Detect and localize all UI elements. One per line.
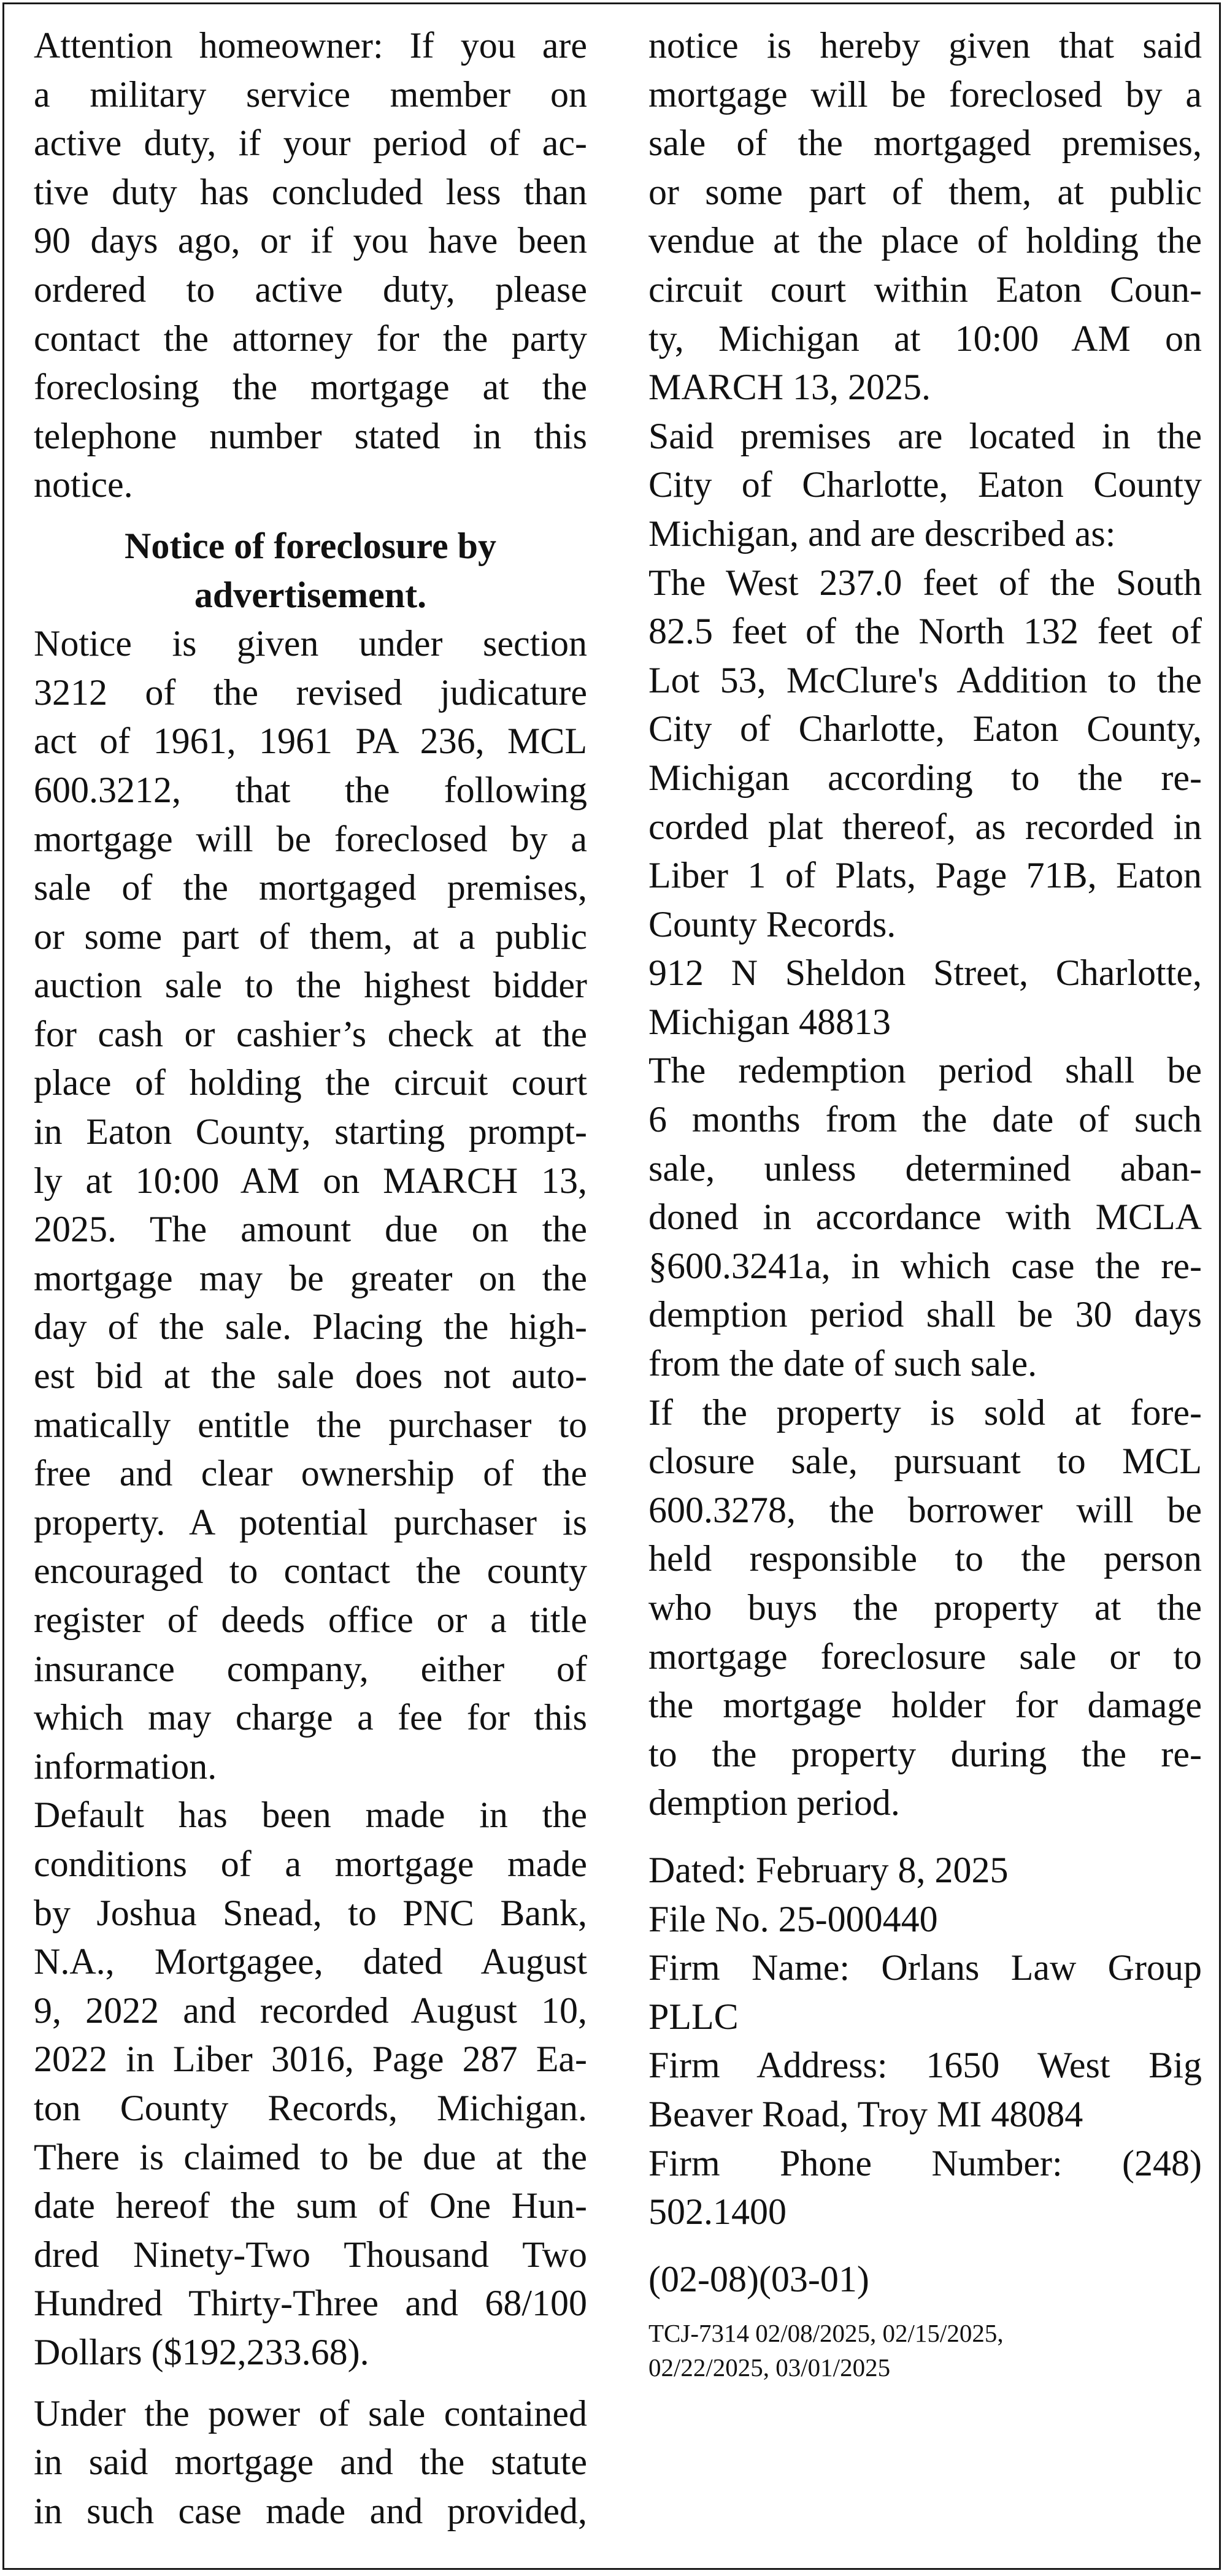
notice-text-line: MARCH 13, 2025. [648, 367, 931, 408]
notice-text-line: 3212 of the revised judicature [34, 672, 587, 713]
notice-text-line: Firm Name: Orlans Law Group [648, 1947, 1202, 1988]
notice-text-line: in Eaton County, starting prompt- [34, 1111, 587, 1152]
notice-text-line: 02/22/2025, 03/01/2025 [648, 2353, 891, 2382]
notice-text-line: or some part of them, at public [648, 171, 1202, 212]
notice-text-line: who buys the property at the [648, 1587, 1202, 1628]
notice-text-line: doned in accordance with MCLA [648, 1197, 1202, 1238]
notice-text-line: 6 months from the date of such [648, 1099, 1202, 1140]
notice-text-line: sale, unless determined aban- [648, 1148, 1202, 1189]
notice-text-line: conditions of a mortgage made [34, 1843, 587, 1884]
notice-text-line: Default has been made in the [34, 1795, 587, 1836]
notice-text-line: notice. [34, 464, 133, 505]
notice-text-line: by Joshua Snead, to PNC Bank, [34, 1892, 587, 1933]
notice-text-line: encouraged to contact the county [34, 1551, 587, 1592]
notice-text-line: matically entitle the purchaser to [34, 1404, 587, 1445]
notice-text-line: 912 N Sheldon Street, Charlotte, [648, 953, 1202, 994]
notice-text-line: Beaver Road, Troy MI 48084 [648, 2093, 1083, 2134]
notice-text-line: property. A potential purchaser is [34, 1501, 587, 1543]
notice-text-line: corded plat thereof, as recorded in [648, 806, 1202, 847]
notice-text-line: act of 1961, 1961 PA 236, MCL [34, 721, 587, 762]
notice-text-line: TCJ-7314 02/08/2025, 02/15/2025, [648, 2319, 1004, 2348]
notice-text-line: 9, 2022 and recorded August 10, [34, 1990, 587, 2031]
notice-text-line: Attention homeowner: If you are [34, 25, 587, 66]
notice-text-line: N.A., Mortgagee, dated August [34, 1941, 587, 1982]
notice-text-line: 82.5 feet of the North 132 feet of [648, 611, 1202, 652]
notice-text-line: Notice is given under section [34, 623, 587, 664]
notice-text-line: held responsible to the person [648, 1538, 1202, 1579]
notice-heading-line: Notice of foreclosure by [125, 525, 496, 566]
notice-text-line: closure sale, pursuant to MCL [648, 1441, 1202, 1482]
notice-text-line: Liber 1 of Plats, Page 71B, Eaton [648, 855, 1202, 896]
notice-text-line: active duty, if your period of ac- [34, 123, 587, 164]
notice-text-line: §600.3241a, in which case the re- [648, 1245, 1202, 1286]
notice-text-line: City of Charlotte, Eaton County, [648, 708, 1202, 749]
notice-text-line: place of holding the circuit court [34, 1062, 587, 1103]
notice-text-line: for cash or cashier’s check at the [34, 1013, 587, 1054]
notice-text-line: If the property is sold at fore- [648, 1392, 1202, 1433]
notice-text-line: Michigan, and are described as: [648, 513, 1116, 554]
notice-text-line: Michigan 48813 [648, 1001, 891, 1042]
notice-text-line: or some part of them, at a public [34, 916, 587, 957]
notice-text-line: which may charge a fee for this [34, 1697, 587, 1738]
notice-text-line: The West 237.0 feet of the South [648, 562, 1202, 603]
notice-text-line: PLLC [648, 1996, 739, 2037]
notice-text-line: Dated: February 8, 2025 [648, 1849, 1009, 1890]
notice-text-line: sale of the mortgaged premises, [648, 123, 1202, 164]
notice-heading-line: advertisement. [194, 574, 427, 615]
notice-text-line: contact the attorney for the party [34, 318, 587, 359]
notice-text-line: (02-08)(03-01) [648, 2258, 869, 2299]
notice-text-line: 600.3212, that the following [34, 769, 587, 810]
notice-text-line: in such case made and provided, [34, 2490, 587, 2531]
notice-border [2, 2, 1221, 2570]
notice-text-line: 2022 in Liber 3016, Page 287 Ea- [34, 2039, 587, 2080]
notice-text-line: Hundred Thirty-Three and 68/100 [34, 2283, 587, 2324]
notice-text-line: The redemption period shall be [648, 1050, 1202, 1091]
notice-text-line: dred Ninety-Two Thousand Two [34, 2234, 587, 2275]
notice-text-line: 502.1400 [648, 2191, 787, 2233]
notice-text-line: free and clear ownership of the [34, 1453, 587, 1494]
notice-text-line: circuit court within Eaton Coun- [648, 269, 1202, 310]
notice-text-line: Michigan according to the re- [648, 757, 1202, 798]
notice-text-line: register of deeds office or a title [34, 1600, 587, 1640]
notice-text-line: insurance company, either of [34, 1648, 587, 1689]
paragraph-gap [34, 510, 587, 522]
notice-text-line: Firm Address: 1650 West Big [648, 2045, 1202, 2086]
notice-text-line: City of Charlotte, Eaton County [648, 464, 1202, 505]
notice-text-line: mortgage may be greater on the [34, 1257, 587, 1298]
notice-text-line: tive duty has concluded less than [34, 171, 587, 212]
notice-text-line: 600.3278, the borrower will be [648, 1489, 1202, 1530]
notice-text-line: mortgage foreclosure sale or to [648, 1636, 1202, 1677]
notice-text-line: foreclosing the mortgage at the [34, 367, 587, 408]
notice-text-line: demption period shall be 30 days [648, 1294, 1202, 1335]
paragraph-gap [34, 2377, 587, 2390]
notice-text-line: in said mortgage and the statute [34, 2442, 587, 2483]
notice-text-line: ton County Records, Michigan. [34, 2087, 587, 2128]
left-column [34, 21, 587, 2536]
paragraph-gap [648, 1828, 1202, 1846]
notice-text-line: date hereof the sum of One Hun- [34, 2185, 587, 2226]
paragraph-gap [648, 2237, 1202, 2255]
notice-text-line: There is claimed to be due at the [34, 2136, 587, 2177]
notice-text-line: auction sale to the highest bidder [34, 965, 587, 1006]
notice-text-line: ty, Michigan at 10:00 AM on [648, 318, 1202, 359]
notice-text-line: mortgage will be foreclosed by a [34, 818, 587, 859]
notice-text-line: notice is hereby given that said [648, 25, 1202, 66]
paragraph-gap [648, 2304, 1202, 2316]
notice-text-line: Dollars ($192,233.68). [34, 2331, 369, 2372]
notice-text-line: information. [34, 1746, 217, 1787]
notice-text-line: day of the sale. Placing the high- [34, 1306, 587, 1347]
notice-text-line: from the date of such sale. [648, 1343, 1037, 1384]
notice-text-line: mortgage will be foreclosed by a [648, 74, 1202, 115]
notice-text-line: to the property during the re- [648, 1733, 1202, 1774]
notice-text-line: Under the power of sale contained [34, 2393, 587, 2434]
notice-text-line: a military service member on [34, 74, 587, 115]
notice-text-line: ordered to active duty, please [34, 269, 587, 310]
notice-text-line: sale of the mortgaged premises, [34, 867, 587, 908]
notice-text-line: est bid at the sale does not auto- [34, 1355, 587, 1397]
notice-text-line: Firm Phone Number: (248) [648, 2142, 1202, 2183]
notice-text-line: 2025. The amount due on the [34, 1209, 587, 1250]
notice-text-line: 90 days ago, or if you have been [34, 220, 587, 261]
notice-text-line: ly at 10:00 AM on MARCH 13, [34, 1160, 587, 1201]
notice-text-line: vendue at the place of holding the [648, 220, 1202, 261]
notice-text-line: the mortgage holder for damage [648, 1685, 1202, 1726]
notice-text-line: demption period. [648, 1782, 900, 1823]
right-column [648, 21, 1202, 2385]
notice-text-line: County Records. [648, 903, 896, 945]
notice-text-line: Lot 53, McClure's Addition to the [648, 659, 1202, 700]
notice-text-line: Said premises are located in the [648, 415, 1202, 456]
notice-text-line: File No. 25-000440 [648, 1898, 938, 1939]
notice-text-line: telephone number stated in this [34, 415, 587, 456]
